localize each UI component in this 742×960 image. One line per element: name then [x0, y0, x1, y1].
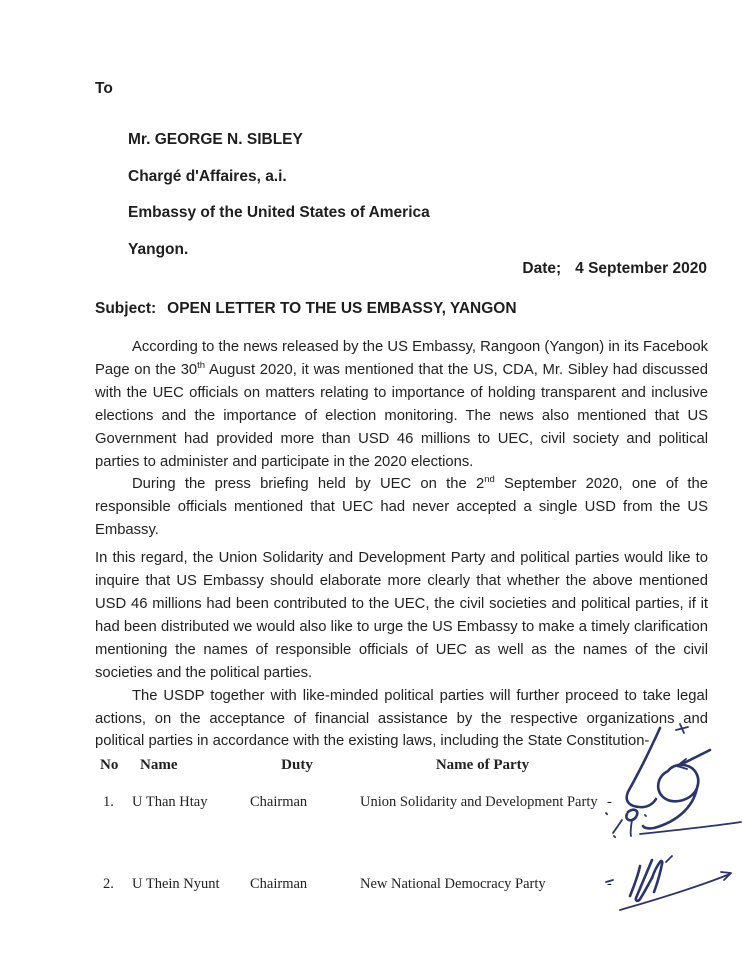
paragraph-2 [95, 473, 708, 542]
date-label: Date; [522, 260, 562, 277]
header-no: No [100, 757, 119, 773]
recipient-block [128, 122, 430, 268]
row-number: 2. [103, 876, 114, 892]
paragraph-1-text: According to the news released by the US Embassy, Rangoon (Yangon) in its Facebook Page on the 30 [95, 339, 708, 378]
signatories-table [95, 757, 660, 917]
handwritten-signature-icon [600, 852, 742, 918]
paragraph-3: In this regard, the Union Solidarity and Development Party and political parties would like to inquire that US Embassy should elaborate more clearly that whether the above mentioned USD 46 millions had been contributed to the UEC, the civil societies and political parties, if it had been distributed we would also like to urge the US Embassy to make a timely clarification mentioning the names of responsible officials of UEC as well as the names of the civil societies and the political parties. [95, 550, 708, 681]
dash-mark: - [607, 876, 612, 892]
table-row [95, 876, 660, 893]
subject-line [95, 300, 517, 318]
header-duty: Duty [281, 757, 313, 773]
date-value: 4 September 2020 [575, 260, 707, 277]
paragraph-4: The USDP together with like-minded political parties will further proceed to take legal actions, on the acceptance of financial assistance by the respective organizations and political parties in accordance with the existing laws, including the State Constitution- [95, 687, 708, 750]
recipient-name: Mr. GEORGE N. SIBLEY [128, 131, 303, 148]
subject-label: Subject: [95, 300, 157, 317]
to-label: To [95, 80, 113, 97]
paragraph-1-text-cont: August 2020, it was mentioned that the US, CDA, Mr. Sibley had discussed with the UEC officials on matters relating to importance of holding transparent and inclusive elections and the importance of election monitoring. The news also mentioned that US Government had provided more than USD 46 millions to UEC, civil society and political parties to administer and participate in the 2020 elections. [95, 361, 708, 470]
recipient-organization: Embassy of the United States of America [128, 204, 430, 221]
letter-body [95, 336, 708, 753]
signatory-duty: Chairman [250, 876, 308, 892]
handwritten-signature-icon [598, 716, 742, 850]
row-number: 1. [103, 794, 114, 810]
signatory-duty: Chairman [250, 794, 308, 810]
paragraph-2-text: During the press briefing held by UEC on the 2 [132, 476, 485, 493]
subject-value: OPEN LETTER TO THE US EMBASSY, YANGON [167, 300, 517, 317]
ordinal-superscript: th [197, 359, 206, 371]
header-party: Name of Party [435, 757, 530, 773]
signatory-party: Union Solidarity and Development Party [360, 794, 598, 810]
date-line [522, 260, 707, 278]
table-row [95, 794, 660, 811]
paragraph-1 [95, 336, 708, 473]
dash-mark: - [607, 794, 612, 810]
header-name: Name [140, 757, 178, 773]
recipient-title: Chargé d'Affaires, a.i. [128, 167, 287, 185]
signatory-name: U Than Htay [132, 794, 208, 810]
recipient-city: Yangon. [128, 240, 189, 258]
signatory-name: U Thein Nyunt [132, 876, 220, 892]
signatory-party: New National Democracy Party [360, 876, 546, 892]
ordinal-superscript: nd [484, 474, 495, 486]
signatories-header-row [95, 757, 660, 774]
paragraph-2-text-cont: September 2020, one of the responsible officials mentioned that UEC had never accepted a single USD from the US Embassy. [95, 476, 708, 539]
